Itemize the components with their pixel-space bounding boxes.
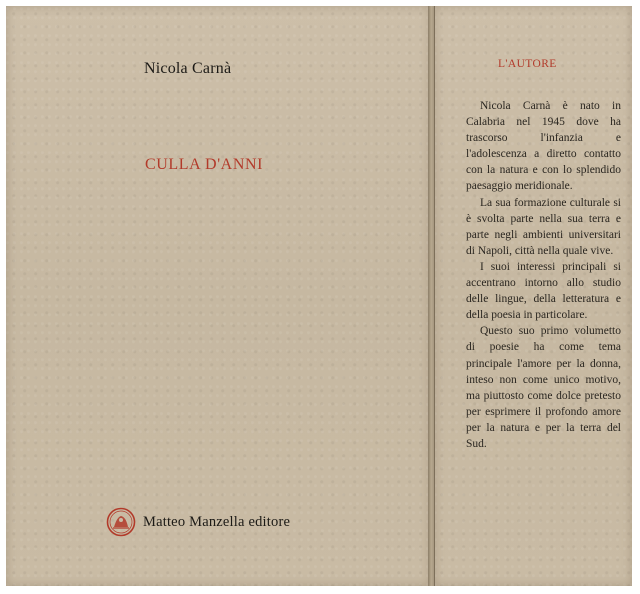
flap-heading: L'AUTORE [498, 58, 557, 70]
publisher-name: Matteo Manzella editore [143, 513, 291, 530]
bio-paragraph: Nicola Carnà è nato in Calabria nel 1945 dove ha trascorso l'infanzia e l'adolescenza a diretto contatto con la natura e con lo splendido paesaggio meridionale. [466, 100, 621, 193]
author-name: Nicola Carnà [144, 60, 232, 77]
bio-paragraph: Questo suo primo volumetto di poesie ha come tema principale l'amore per la donna, inteso non come unico motivo, ma piuttosto come dolce pretesto per esprimere il profondo amore per la natura e per la terra del Sud. [466, 325, 621, 450]
publisher-block [106, 507, 290, 537]
fold-line [434, 6, 435, 586]
bio-paragraph: La sua formazione culturale si è svolta parte nella sua terra e parte negli ambienti universitari di Napoli, città nella quale vive. [466, 196, 621, 257]
bio-paragraph: I suoi interessi principali si accentrano intorno allo studio delle lingue, della letteratura e della poesia in particolare. [466, 260, 621, 322]
publisher-logo-icon [106, 507, 136, 537]
book-title: CULLA D'ANNI [145, 156, 264, 173]
author-bio [466, 98, 621, 452]
front-cover [6, 6, 430, 586]
